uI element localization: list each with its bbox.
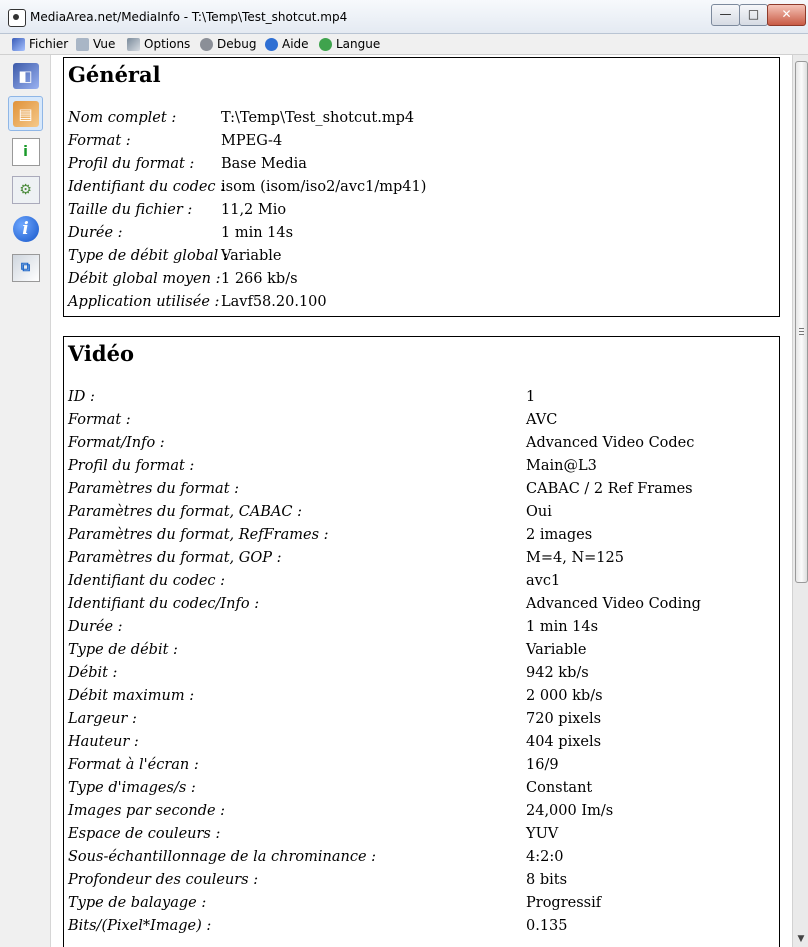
- field-value: 404 pixels: [526, 734, 602, 750]
- general-section: [63, 57, 780, 317]
- field-label: Paramètres du format, GOP :: [68, 550, 282, 566]
- field-value: 1 266 kb/s: [221, 271, 298, 287]
- sheet-view-icon: ▤: [13, 101, 39, 127]
- field-value: 16/9: [526, 757, 559, 773]
- field-value: 0.135: [526, 918, 568, 934]
- aide-icon: [265, 38, 278, 51]
- easy-view-button[interactable]: [9, 59, 42, 92]
- fichier-icon: [12, 38, 25, 51]
- field-label: Profil du format :: [68, 156, 195, 172]
- menu-vue[interactable]: [76, 36, 115, 52]
- field-label: Format :: [68, 133, 131, 149]
- close-button[interactable]: ✕: [767, 4, 806, 26]
- info-icon: i: [13, 216, 39, 242]
- field-label: Format :: [68, 412, 131, 428]
- field-label: Débit global moyen :: [68, 271, 221, 287]
- field-value: Oui: [526, 504, 552, 520]
- menu-bar: [0, 34, 808, 55]
- field-value: Constant: [526, 780, 593, 796]
- field-value: YUV: [526, 826, 559, 842]
- field-value: Progressif: [526, 895, 602, 911]
- file-info-icon: ⧉: [12, 254, 40, 282]
- scroll-thumb[interactable]: [795, 61, 808, 583]
- field-value: Advanced Video Codec: [526, 435, 695, 451]
- field-label: Durée :: [68, 619, 123, 635]
- field-label: Format à l'écran :: [68, 757, 199, 773]
- general-title: Général: [68, 62, 161, 87]
- field-label: Bits/(Pixel*Image) :: [68, 918, 212, 934]
- field-value: isom (isom/iso2/avc1/mp41): [221, 179, 427, 195]
- field-label: Type de débit :: [68, 642, 178, 658]
- maximize-button[interactable]: □: [739, 4, 768, 26]
- field-value: 1 min 14s: [526, 619, 599, 635]
- field-value: 2 000 kb/s: [526, 688, 603, 704]
- field-label: Hauteur :: [68, 734, 139, 750]
- field-label: Profil du format :: [68, 458, 195, 474]
- langue-icon: [319, 38, 332, 51]
- text-view-icon: i: [12, 138, 40, 166]
- field-label: Format/Info :: [68, 435, 165, 451]
- field-value: M=4, N=125: [526, 550, 624, 566]
- view-toolbar: [0, 55, 51, 947]
- field-value: 1: [526, 389, 536, 405]
- field-value: 24,000 Im/s: [526, 803, 614, 819]
- menu-fichier[interactable]: [12, 36, 68, 52]
- menu-fichier-label: Fichier: [29, 37, 69, 51]
- menu-aide[interactable]: [265, 36, 309, 52]
- field-label: Type d'images/s :: [68, 780, 196, 796]
- field-label: Durée :: [68, 225, 123, 241]
- options-icon: [127, 38, 140, 51]
- menu-debug[interactable]: [200, 36, 256, 52]
- field-label: Débit :: [68, 665, 118, 681]
- field-value: 942 kb/s: [526, 665, 589, 681]
- field-label: Paramètres du format, CABAC :: [68, 504, 303, 520]
- file-info-button[interactable]: [9, 251, 42, 284]
- menu-vue-label: Vue: [93, 37, 116, 51]
- field-value: MPEG-4: [221, 133, 283, 149]
- field-value: Variable: [221, 248, 282, 264]
- vue-icon: [76, 38, 89, 51]
- field-value: Base Media: [221, 156, 307, 172]
- sheet-content: [51, 55, 792, 947]
- field-label: Nom complet :: [68, 110, 177, 126]
- field-value: Main@L3: [526, 458, 597, 474]
- menu-aide-label: Aide: [282, 37, 309, 51]
- scroll-down-button[interactable]: [793, 931, 808, 947]
- title-bar: [0, 0, 808, 34]
- field-label: Type de balayage :: [68, 895, 207, 911]
- thumb-grip: [799, 331, 804, 332]
- easy-view-icon: ◧: [13, 63, 39, 89]
- field-value: Advanced Video Coding: [526, 596, 701, 612]
- field-value: 2 images: [526, 527, 593, 543]
- field-label: ID :: [68, 389, 95, 405]
- field-value: 4:2:0: [526, 849, 564, 865]
- field-label: Type de débit global :: [68, 248, 228, 264]
- field-value: 720 pixels: [526, 711, 602, 727]
- tree-view-icon: ⚙: [12, 176, 40, 204]
- field-label: Largeur :: [68, 711, 137, 727]
- field-value: AVC: [526, 412, 558, 428]
- tree-view-button[interactable]: [9, 173, 42, 206]
- thumb-grip: [799, 334, 804, 335]
- field-value: 1 min 14s: [221, 225, 294, 241]
- video-title: Vidéo: [68, 341, 134, 366]
- menu-options[interactable]: [127, 36, 190, 52]
- menu-langue[interactable]: [319, 36, 380, 52]
- field-value: T:\Temp\Test_shotcut.mp4: [221, 110, 415, 126]
- field-value: 8 bits: [526, 872, 568, 888]
- field-value: Lavf58.20.100: [221, 294, 327, 310]
- video-section: [63, 336, 780, 947]
- minimize-button[interactable]: —: [711, 4, 740, 26]
- field-label: Identifiant du codec/Info :: [68, 596, 260, 612]
- window-title: MediaArea.net/MediaInfo - T:\Temp\Test_shotcut.mp4: [30, 10, 348, 24]
- field-label: Débit maximum :: [68, 688, 195, 704]
- field-value: Variable: [526, 642, 587, 658]
- sheet-view-button[interactable]: [8, 96, 43, 131]
- info-button[interactable]: [9, 212, 42, 245]
- field-label: Images par seconde :: [68, 803, 226, 819]
- field-label: Sous-échantillonnage de la chrominance :: [68, 849, 377, 865]
- field-label: Taille du fichier :: [68, 202, 193, 218]
- field-label: Paramètres du format, RefFrames :: [68, 527, 329, 543]
- menu-langue-label: Langue: [336, 37, 381, 51]
- field-label: Identifiant du codec :: [68, 179, 226, 195]
- text-view-button[interactable]: [9, 135, 42, 168]
- field-label: Profondeur des couleurs :: [68, 872, 259, 888]
- field-value: avc1: [526, 573, 561, 589]
- menu-debug-label: Debug: [217, 37, 257, 51]
- field-value: 11,2 Mio: [221, 202, 287, 218]
- vertical-scrollbar[interactable]: [792, 55, 808, 947]
- app-icon: [8, 9, 26, 27]
- field-label: Espace de couleurs :: [68, 826, 221, 842]
- field-label: Application utilisée :: [68, 294, 220, 310]
- field-label: Identifiant du codec :: [68, 573, 226, 589]
- chevron-down-icon: ▼: [797, 934, 805, 944]
- thumb-grip: [799, 328, 804, 329]
- debug-icon: [200, 38, 213, 51]
- field-value: CABAC / 2 Ref Frames: [526, 481, 693, 497]
- menu-options-label: Options: [144, 37, 191, 51]
- field-label: Paramètres du format :: [68, 481, 240, 497]
